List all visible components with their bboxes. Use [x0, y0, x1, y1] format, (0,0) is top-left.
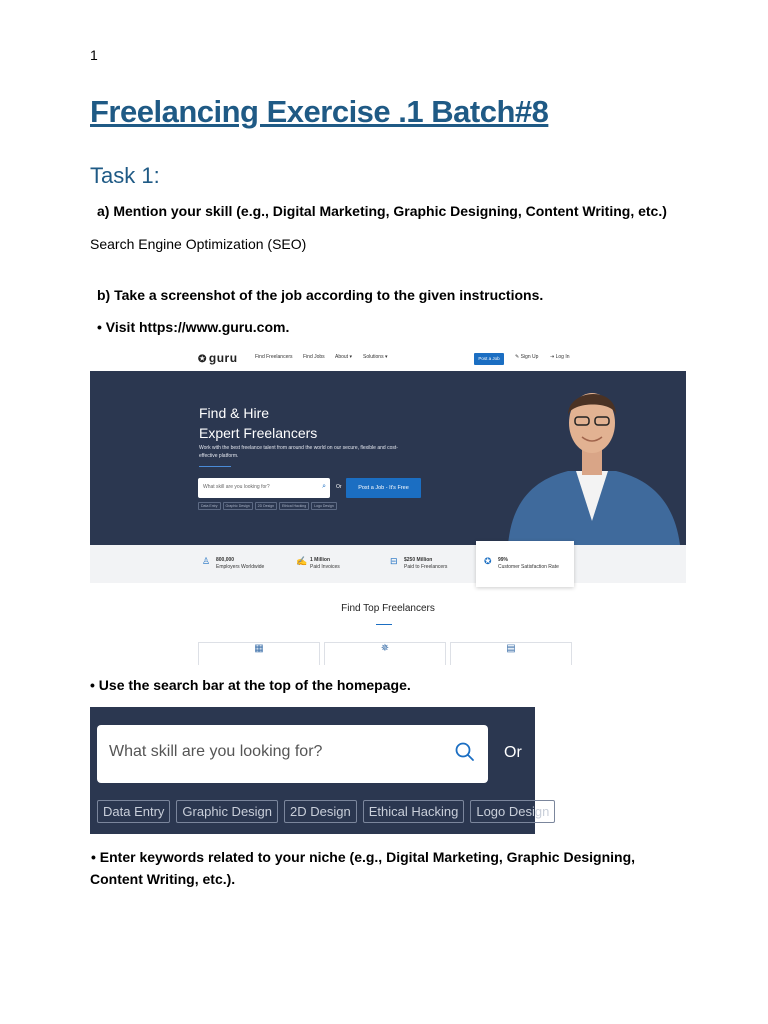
stat-satisfaction: ✪ 99% Customer Satisfaction Rate — [484, 556, 559, 570]
guru-homepage-screenshot — [90, 345, 686, 661]
tag-ethical-hacking: Ethical Hacking — [363, 800, 465, 823]
bullet-visit: • Visit https://www.guru.com. — [97, 319, 290, 335]
bullet-search: • Use the search bar at the top of the homepage. — [90, 677, 411, 693]
sign-up-icon: ✎ — [515, 354, 520, 360]
find-top-underline — [376, 624, 392, 625]
bullet-keywords-line2: Content Writing, etc.). — [90, 871, 236, 887]
stats-bar — [90, 545, 686, 583]
money-icon: ⊟ — [390, 556, 398, 566]
tag-data-entry: Data Entry — [198, 502, 221, 510]
award-icon: ✪ — [484, 556, 492, 566]
hero-underline — [199, 466, 231, 467]
stat-invoices: ✍ 1 Million Paid Invoices — [296, 556, 340, 570]
post-job-button: Post a Job — [474, 353, 504, 365]
document-icon: ▤ — [506, 643, 516, 654]
guru-nav — [90, 345, 686, 371]
document-title: Freelancing Exercise .1 Batch#8 — [90, 94, 549, 129]
nav-about: About ▾ — [335, 354, 352, 360]
answer-a: Search Engine Optimization (SEO) — [90, 236, 307, 252]
tag-2d-design: 2D Design — [255, 502, 277, 510]
search-bar-input: What skill are you looking for? — [97, 725, 488, 783]
question-a: a) Mention your skill (e.g., Digital Marketing, Graphic Designing, Content Writing, etc.) — [97, 203, 667, 219]
post-job-free-button: Post a Job - It's Free — [346, 478, 421, 498]
stat-employers: ♙ 800,000 Employers Worldwide — [202, 556, 265, 570]
tag-2d-design: 2D Design — [284, 800, 357, 823]
or-label: Or — [504, 744, 522, 761]
log-in-link: ⇥ Log In — [550, 354, 570, 360]
nav-solutions: Solutions ▾ — [363, 354, 388, 360]
tag-ethical-hacking: Ethical Hacking — [279, 502, 309, 510]
or-label: Or — [336, 484, 342, 490]
search-icon — [454, 741, 476, 763]
nav-find-freelancers: Find Freelancers — [255, 354, 293, 360]
users-icon: ♙ — [202, 556, 211, 566]
tag-logo-design: Logo Design — [470, 800, 555, 823]
tag-logo-design: Logo Design — [311, 502, 337, 510]
question-b: b) Take a screenshot of the job according to the given instructions. — [97, 287, 544, 303]
category-card-3 — [450, 642, 572, 665]
guru-logo: ✪ guru — [198, 351, 238, 365]
category-card-2 — [324, 642, 446, 665]
sign-up-link: ✎ Sign Up — [515, 354, 539, 360]
hero-title: Find & Hire Expert Freelancers — [199, 405, 318, 441]
invoice-icon: ✍ — [296, 556, 308, 566]
tag-graphic-design: Graphic Design — [176, 800, 278, 823]
tag-graphic-design: Graphic Design — [223, 502, 253, 510]
hero-tags — [198, 502, 337, 510]
search-tags — [97, 800, 555, 823]
find-top-freelancers-heading: Find Top Freelancers — [341, 603, 435, 614]
log-in-icon: ⇥ — [550, 354, 555, 360]
hero-subtitle: Work with the best freelance talent from around the world on our secure, flexible and cost-effective platform. — [199, 445, 398, 459]
hero-section — [90, 371, 686, 545]
building-icon: ▦ — [254, 643, 264, 654]
page-number: 1 — [90, 47, 98, 63]
search-bar-screenshot — [90, 707, 550, 834]
stat-paid: ⊟ $250 Million Paid to Freelancers — [390, 556, 448, 570]
hero-person-image — [498, 371, 686, 545]
tag-data-entry: Data Entry — [97, 800, 170, 823]
bullet-keywords-line1: • Enter keywords related to your niche (e.g., Digital Marketing, Graphic Designing, — [91, 849, 636, 865]
search-icon: ⌕ — [322, 483, 326, 490]
guru-logo-icon: ✪ — [198, 354, 207, 365]
network-icon: ✵ — [380, 643, 390, 654]
hero-search-input: What skill are you looking for? ⌕ — [198, 478, 330, 498]
stat-satisfaction-card — [476, 541, 574, 587]
nav-find-jobs: Find Jobs — [303, 354, 325, 360]
task-heading: Task 1: — [90, 163, 160, 188]
category-card-1 — [198, 642, 320, 665]
